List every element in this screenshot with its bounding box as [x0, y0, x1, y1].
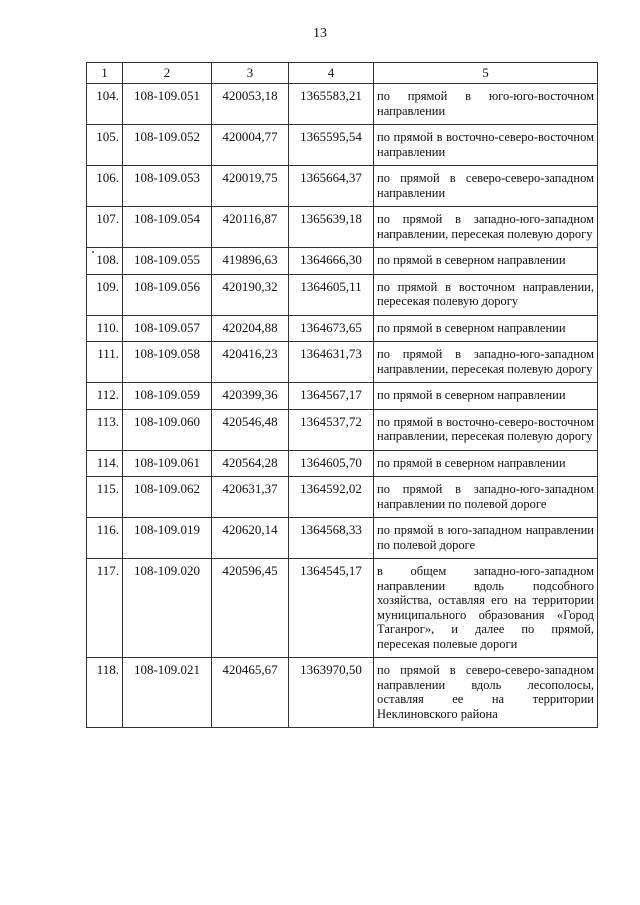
point-code: 108-109.058 — [123, 342, 212, 383]
table-row — [87, 477, 598, 518]
row-number: 108. — [87, 248, 123, 275]
page-number: 13 — [313, 26, 327, 41]
coordinate-x: 420204,88 — [212, 315, 289, 342]
row-number: 104. — [87, 84, 123, 125]
table-row — [87, 207, 598, 248]
header-col-3: 3 — [212, 63, 289, 84]
coordinate-x: 420116,87 — [212, 207, 289, 248]
coordinate-x: 420019,75 — [212, 166, 289, 207]
table-row — [87, 84, 598, 125]
point-code: 108-109.059 — [123, 383, 212, 410]
coordinate-y: 1364567,17 — [289, 383, 374, 410]
point-code: 108-109.051 — [123, 84, 212, 125]
direction-description: по прямой в восточном направлении, пересекая полевую дорогу — [374, 274, 598, 315]
direction-description: по прямой в северном направлении — [374, 248, 598, 275]
point-code: 108-109.060 — [123, 409, 212, 450]
row-number: 105. — [87, 125, 123, 166]
direction-description: по прямой в восточно-северо-восточном направлении — [374, 125, 598, 166]
coordinate-x: 420416,23 — [212, 342, 289, 383]
direction-description: по прямой в юго-западном направлении по полевой дороге — [374, 518, 598, 559]
coordinate-y: 1364605,11 — [289, 274, 374, 315]
direction-description: по прямой в северном направлении — [374, 383, 598, 410]
table-row — [87, 274, 598, 315]
table-row — [87, 559, 598, 658]
direction-description: по прямой в юго-юго-восточном направлении — [374, 84, 598, 125]
row-number: 116. — [87, 518, 123, 559]
row-number: 111. — [87, 342, 123, 383]
table-row — [87, 383, 598, 410]
coordinate-y: 1365583,21 — [289, 84, 374, 125]
coordinate-x: 420190,32 — [212, 274, 289, 315]
direction-description: по прямой в северо-северо-западном направлении вдоль лесополосы, оставляя ее на территории Неклиновского района — [374, 658, 598, 728]
row-number: 109. — [87, 274, 123, 315]
coordinate-y: 1364568,33 — [289, 518, 374, 559]
point-code: 108-109.056 — [123, 274, 212, 315]
table-row — [87, 248, 598, 275]
row-number: 114. — [87, 450, 123, 477]
table-row — [87, 315, 598, 342]
table-row — [87, 342, 598, 383]
coordinate-y: 1364666,30 — [289, 248, 374, 275]
row-number: 106. — [87, 166, 123, 207]
row-number: 113. — [87, 409, 123, 450]
coordinate-x: 420053,18 — [212, 84, 289, 125]
coordinate-y: 1364537,72 — [289, 409, 374, 450]
point-code: 108-109.061 — [123, 450, 212, 477]
header-col-4: 4 — [289, 63, 374, 84]
direction-description: по прямой в западно-юго-западном направлении, пересекая полевую дорогу — [374, 207, 598, 248]
coordinate-x: 420620,14 — [212, 518, 289, 559]
coordinate-y: 1365639,18 — [289, 207, 374, 248]
coordinate-y: 1363970,50 — [289, 658, 374, 728]
table-row — [87, 518, 598, 559]
table-row — [87, 450, 598, 477]
coordinate-y: 1364605,70 — [289, 450, 374, 477]
coordinate-x: 420465,67 — [212, 658, 289, 728]
coordinate-x: 420399,36 — [212, 383, 289, 410]
direction-description: по прямой в северном направлении — [374, 450, 598, 477]
coordinate-x: 420546,48 — [212, 409, 289, 450]
coordinate-x: 420564,28 — [212, 450, 289, 477]
point-code: 108-109.054 — [123, 207, 212, 248]
point-code: 108-109.020 — [123, 559, 212, 658]
row-number: 118. — [87, 658, 123, 728]
boundary-points-table — [86, 62, 598, 728]
direction-description: по прямой в северном направлении — [374, 315, 598, 342]
coordinate-y: 1364592,02 — [289, 477, 374, 518]
row-number: 117. — [87, 559, 123, 658]
point-code: 108-109.055 — [123, 248, 212, 275]
header-col-2: 2 — [123, 63, 212, 84]
coordinate-x: 420596,45 — [212, 559, 289, 658]
coordinate-y: 1364545,17 — [289, 559, 374, 658]
header-col-1: 1 — [87, 63, 123, 84]
header-col-5: 5 — [374, 63, 598, 84]
row-number: 107. — [87, 207, 123, 248]
table-header-row — [87, 63, 598, 84]
direction-description: по прямой в восточно-северо-восточном направлении, пересекая полевую дорогу — [374, 409, 598, 450]
row-number: 110. — [87, 315, 123, 342]
point-code: 108-109.053 — [123, 166, 212, 207]
coordinate-x: 420631,37 — [212, 477, 289, 518]
coordinate-y: 1365664,37 — [289, 166, 374, 207]
point-code: 108-109.021 — [123, 658, 212, 728]
coordinate-x: 419896,63 — [212, 248, 289, 275]
direction-description: в общем западно-юго-западном направлении вдоль подсобного хозяйства, оставляя его на территории муниципального образования «Город Таганрог», и далее по прямой, пересекая полевые дороги — [374, 559, 598, 658]
point-code: 108-109.019 — [123, 518, 212, 559]
row-number: 115. — [87, 477, 123, 518]
point-code: 108-109.057 — [123, 315, 212, 342]
coordinate-y: 1364631,73 — [289, 342, 374, 383]
table-row — [87, 125, 598, 166]
row-number: 112. — [87, 383, 123, 410]
table-row — [87, 166, 598, 207]
direction-description: по прямой в западно-юго-западном направлении, пересекая полевую дорогу — [374, 342, 598, 383]
point-code: 108-109.052 — [123, 125, 212, 166]
table-row — [87, 658, 598, 728]
point-code: 108-109.062 — [123, 477, 212, 518]
table-row — [87, 409, 598, 450]
table-body — [87, 84, 598, 728]
coordinate-x: 420004,77 — [212, 125, 289, 166]
direction-description: по прямой в северо-северо-западном направлении — [374, 166, 598, 207]
direction-description: по прямой в западно-юго-западном направлении по полевой дороге — [374, 477, 598, 518]
coordinate-y: 1365595,54 — [289, 125, 374, 166]
coordinate-y: 1364673,65 — [289, 315, 374, 342]
